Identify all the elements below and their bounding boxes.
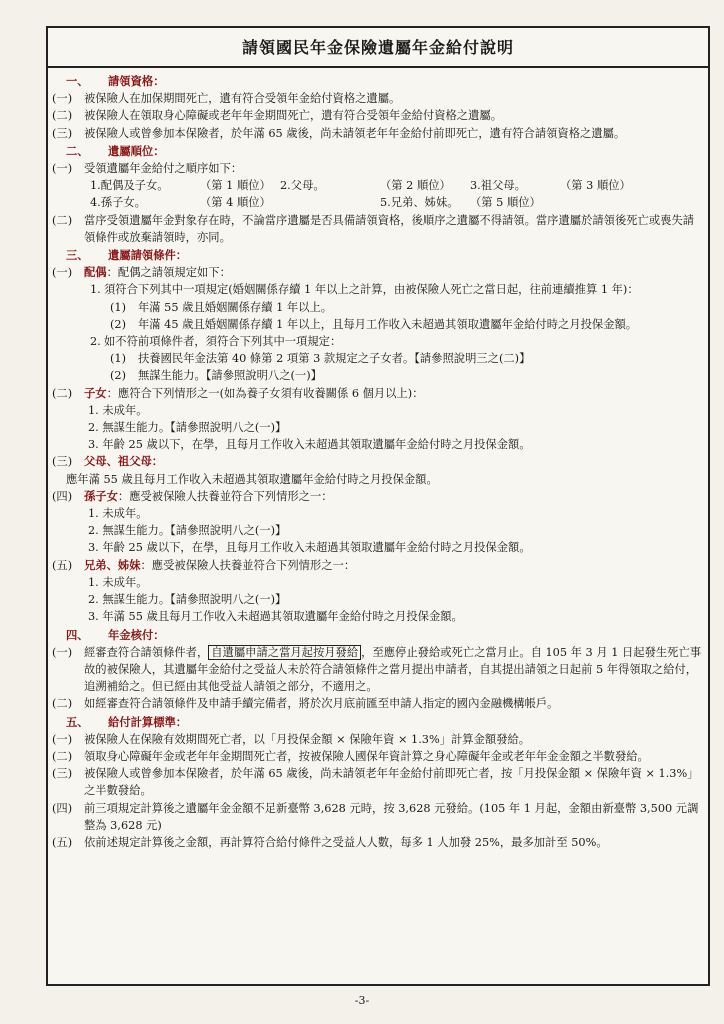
section-heading: 一、 請領資格： bbox=[66, 74, 165, 88]
list-item: (一) 經審查符合請領條件者， 自遺屬申請之當月起按月發給 ，至應停止發給或死亡之當月止。自 105 年 3 月 1 日起發生死亡事故的被保險人，其遺屬年金給付之受益人未於符合請領條件之當月提出申請者，自其提出請領之日起前 5 年得領取之給付，追溯補給之。但已經由其他受益人請領之部分，不適用之。 bbox=[52, 645, 702, 694]
document-frame bbox=[46, 26, 710, 986]
list-item: (二) 子女：應符合下列情形之一(如為養子女須有收養關係 6 個月以上)： bbox=[52, 385, 424, 400]
list-item: (一) 被保險人在保險有效期間死亡者，以「月投保金額 × 保險年資 × 1.3%」計算金額發給。 bbox=[52, 732, 531, 746]
list-item: (一) 被保險人在加保期間死亡，遺有符合受領年金給付資格之遺屬。 bbox=[52, 92, 401, 106]
list-item: 1. 未成年。 bbox=[88, 575, 148, 589]
section-heading: 五、 給付計算標準： bbox=[66, 714, 188, 729]
list-item: (二) 如經審查符合請領條件及申請手續完備者，將於次月底前匯至申請人指定的國內金融機構帳戶。 bbox=[52, 697, 559, 711]
document-body bbox=[48, 68, 708, 851]
section-heading: 三、 遺屬請領條件： bbox=[66, 248, 188, 263]
list-item: (五) 兄弟、姊妹：應受被保險人扶養並符合下列情形之一： bbox=[52, 557, 356, 572]
section-heading: 二、 遺屬順位： bbox=[66, 143, 165, 158]
list-item: 3. 年齡 25 歲以下，在學，且每月工作收入未超過其領取遺屬年金給付時之月投保金額。 bbox=[88, 438, 531, 452]
list-item: (三) 父母、祖父母： bbox=[52, 454, 164, 469]
list-item: 1. 須符合下列其中一項規定(婚姻關係存續 1 年以上之計算，由被保險人死亡之當日起，往前連續推算 1 年)： bbox=[90, 283, 639, 297]
list-item: (1) 年滿 55 歲且婚姻關係存續 1 年以上。 bbox=[110, 300, 333, 314]
section-heading: 四、 年金核付： bbox=[66, 627, 165, 642]
list-item: (三) 被保險人或曾參加本保險者，於年滿 65 歲後，尚未請領老年年金給付前即死亡，遺有符合請領資格之遺屬。 bbox=[52, 126, 626, 140]
list-item: (一) 配偶：配偶之請領規定如下： bbox=[52, 265, 231, 280]
list-item: (一) 受領遺屬年金給付之順序如下： bbox=[52, 162, 243, 176]
list-item: 2. 無謀生能力。【請參照說明八之(一)】 bbox=[88, 421, 287, 435]
order-table: 1.配偶及子女。 （第 1 順位） 2.父母。 （第 2 順位） 3.祖父母。 （第 3 順位） 4.孫子女。 （第 4 順位） 5.兄弟、姊妹。 （第 5 順位） bbox=[90, 179, 631, 210]
list-item: (三) 被保險人或曾參加本保險者，於年滿 65 歲後，尚未請領老年年金給付前即死亡者，按「月投保金額 × 保險年資 × 1.3%」之半數發給。 bbox=[52, 767, 699, 798]
list-item: (二) 被保險人在領取身心障礙或老年年金期間死亡，遺有符合受領年金給付資格之遺屬。 bbox=[52, 109, 502, 123]
list-item: 2. 無謀生能力。【請參照說明八之(一)】 bbox=[88, 524, 287, 538]
list-item: (二) 當序受領遺屬年金對象存在時，不論當序遺屬是否具備請領資格，後順序之遺屬不得請領。當序遺屬於請領後死亡或喪失請領條件或放棄請領時，亦同。 bbox=[52, 213, 695, 244]
list-item: 2. 無謀生能力。【請參照說明八之(一)】 bbox=[88, 593, 287, 607]
list-item: (四) 孫子女：應受被保險人扶養並符合下列情形之一： bbox=[52, 488, 333, 503]
list-item: (五) 依前述規定計算後之金額，再計算符合給付條件之受益人人數，每多 1 人加發 25%，最多加計至 50%。 bbox=[52, 835, 608, 849]
list-item: (1) 扶養國民年金法第 40 條第 2 項第 3 款規定之子女者。【請參照說明三之(二)】 bbox=[110, 352, 531, 366]
list-item: (四) 前三項規定計算後之遺屬年金金額不足新臺幣 3,628 元時，按 3,628 元發給。(105 年 1 月起，金額由新臺幣 3,500 元調整為 3,628 元) bbox=[52, 801, 699, 832]
page-title: 請領國民年金保險遺屬年金給付說明 bbox=[48, 28, 708, 68]
list-item: 1. 未成年。 bbox=[88, 507, 148, 521]
page-number: -3- bbox=[354, 994, 370, 1007]
highlight-box: 自遺屬申請之當月起按月發給 bbox=[208, 645, 361, 660]
list-item: 2. 如不符前項條件者，須符合下列其中一項規定： bbox=[90, 335, 342, 349]
list-item: (2) 無謀生能力。【請參照說明八之(一)】 bbox=[110, 369, 322, 383]
list-item: 應年滿 55 歲且每月工作收入未超過其領取遺屬年金給付時之月投保金額。 bbox=[66, 472, 438, 486]
list-item: 3. 年齡 25 歲以下，在學，且每月工作收入未超過其領取遺屬年金給付時之月投保金額。 bbox=[88, 541, 531, 555]
list-item: 1. 未成年。 bbox=[88, 403, 148, 417]
list-item: 3. 年滿 55 歲且每月工作收入未超過其領取遺屬年金給付時之月投保金額。 bbox=[88, 610, 463, 624]
list-item: (2) 年滿 45 歲且婚姻關係存續 1 年以上，且每月工作收入未超過其領取遺屬年金給付時之月投保金額。 bbox=[110, 317, 638, 331]
list-item: (二) 領取身心障礙年金或老年年金期間死亡者，按被保險人國保年資計算之身心障礙年金或老年年金金額之半數發給。 bbox=[52, 749, 649, 763]
